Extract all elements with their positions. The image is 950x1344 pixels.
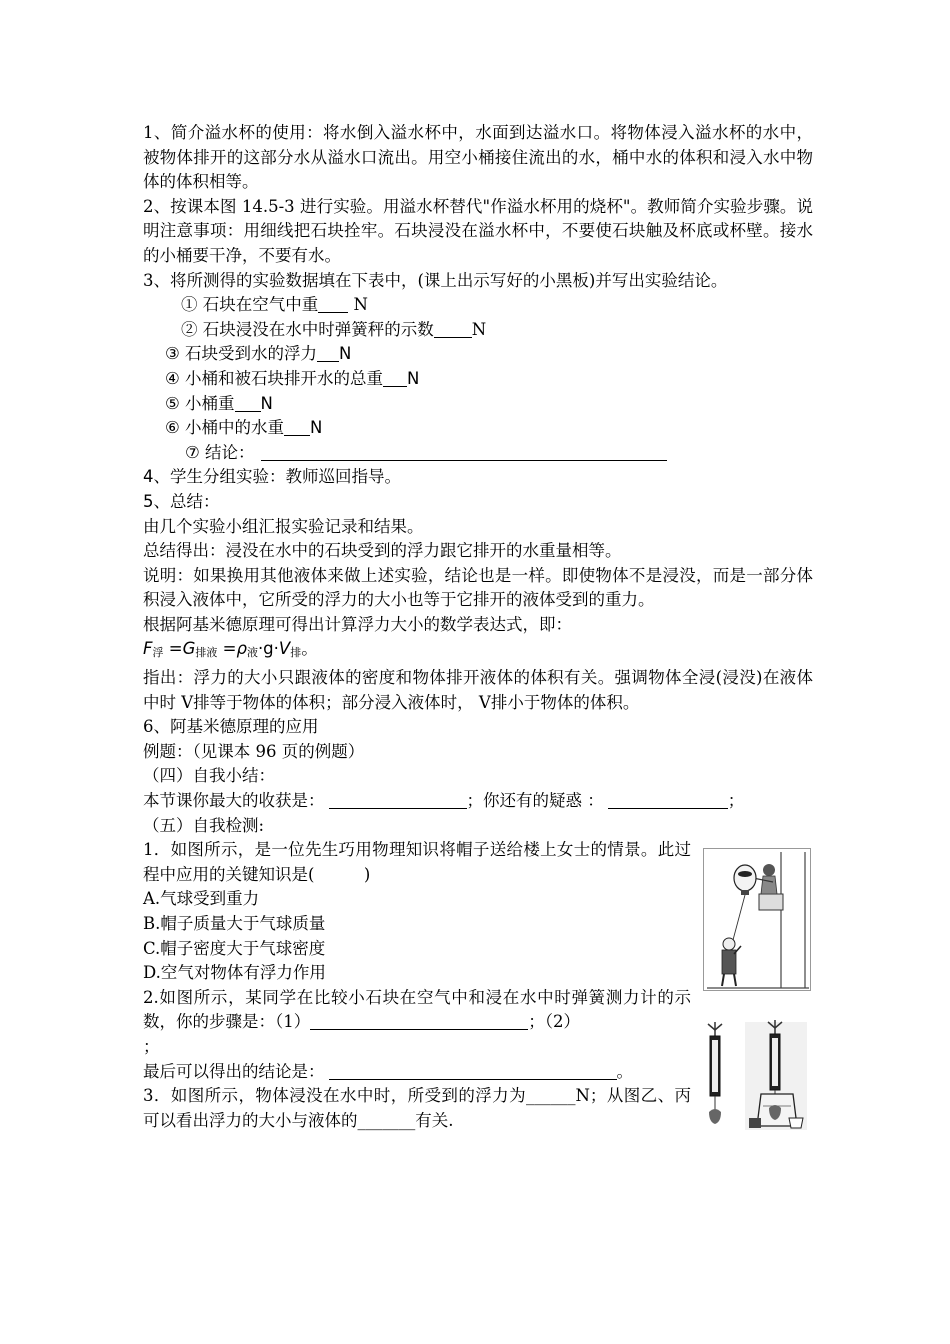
paragraph-2: 2、按课本图 14.5-3 进行实验。用溢水杯替代"作溢水杯用的烧杯"。教师简介实验步骤。说明注意事项：用细线把石块拴牢。石块浸没在溢水杯中，不要使石块触及杯底或杯壁。接水的小桶要干净，不要有水。 bbox=[143, 196, 813, 265]
item-6: ⑥ 小桶中的水重 N bbox=[165, 418, 323, 438]
question-1: 1．如图所示，是一位先生巧用物理知识将帽子送给楼上女士的情景。此过程中应用的关键知识是( ) bbox=[143, 840, 691, 884]
blank-5[interactable] bbox=[235, 394, 261, 412]
step1-blank[interactable] bbox=[310, 1012, 528, 1030]
paragraph-15: （五）自我检测: bbox=[143, 815, 265, 835]
item-2: ② 石块浸没在水中时弹簧秤的示数 N bbox=[181, 319, 487, 339]
spring-scale-figure bbox=[703, 1018, 811, 1130]
q1-option-b: B.帽子质量大于气球质量 bbox=[143, 914, 326, 933]
item-3: ③ 石块受到水的浮力 N bbox=[165, 344, 352, 364]
q1-option-a: A.气球受到重力 bbox=[143, 889, 260, 909]
paragraph-4: 4、学生分组实验：教师巡回指导。 bbox=[143, 467, 401, 487]
q1-option-d: D.空气对物体有浮力作用 bbox=[143, 963, 326, 983]
paragraph-11: 6、阿基米德原理的应用 bbox=[143, 717, 319, 737]
paragraph-10: 指出：浮力的大小只跟液体的密度和物体排开液体的体积有关。强调物体全浸(浸没)在液体中时 V排等于物体的体积；部分浸入液体时， V排小于物体的体积。 bbox=[143, 668, 813, 712]
blank-6[interactable] bbox=[284, 418, 310, 436]
item-5: ⑤ 小桶重 N bbox=[165, 393, 273, 413]
blank-1[interactable] bbox=[318, 295, 348, 313]
item-1: ① 石块在空气中重 N bbox=[181, 295, 368, 315]
blank-4[interactable] bbox=[383, 369, 407, 387]
paragraph-12: 例题：（见课本 96 页的例题） bbox=[143, 741, 365, 761]
paragraph-7: 总结得出：浸没在水中的石块受到的浮力跟它排开的水重量相等。 bbox=[143, 541, 622, 561]
paragraph-8: 说明：如果换用其他液体来做上述实验，结论也是一样。即使物体不是浸没，而是一部分体积浸入液体中，它所受的浮力的大小也等于它排开的液体受到的重力。 bbox=[143, 565, 813, 610]
question-2-cont: ； bbox=[143, 1036, 160, 1056]
gain-blank[interactable] bbox=[329, 791, 467, 809]
paragraph-9: 根据阿基米德原理可得出计算浮力大小的数学表达式，即： bbox=[143, 614, 572, 634]
spring-scale-illustration bbox=[703, 1018, 811, 1130]
question-2-conclusion: 最后可以得出的结论是： 。 bbox=[143, 1061, 633, 1081]
q1-option-c: C.帽子密度大于气球密度 bbox=[143, 938, 326, 958]
doubt-blank[interactable] bbox=[608, 791, 728, 809]
blank-3[interactable] bbox=[317, 344, 339, 362]
paragraph-1: 1、简介溢水杯的使用：将水倒入溢水杯中，水面到达溢水口。将物体浸入溢水杯的水中，被物体排开的这部分水从溢水口流出。用空小桶接住流出的水，桶中水的体积和浸入水中物体的体积相等。 bbox=[143, 123, 813, 192]
balloon-hat-illustration bbox=[703, 848, 811, 991]
question-2: 2.如图所示，某同学在比较小石块在空气中和浸在水中时弹簧测力计的示数，你的步骤是：（1） ；（2） bbox=[143, 987, 691, 1032]
item-4: ④ 小桶和被石块排开水的总重 N bbox=[165, 368, 420, 388]
paragraph-14: 本节课你最大的收获是： ；你还有的疑惑 ： ； bbox=[143, 791, 745, 811]
question-3: 3．如图所示，物体浸没在水中时，所受到的浮力为______N；从图乙、丙可以看出浮力的大小与液体的_______有关. bbox=[143, 1086, 691, 1130]
item-7: ⑦ 结论： bbox=[143, 441, 813, 466]
conclusion2-blank[interactable] bbox=[329, 1062, 617, 1080]
formula-line: $F_浮 =G_{排液} =\rho_液\cdot g\cdot V_排$。 bbox=[143, 639, 318, 660]
paragraph-5: 5、总结： bbox=[143, 491, 220, 511]
paragraph-13: （四）自我小结： bbox=[143, 766, 275, 786]
conclusion-blank[interactable] bbox=[261, 443, 667, 461]
blank-2[interactable] bbox=[434, 320, 472, 338]
paragraph-3: 3、将所测得的实验数据填在下表中，(课上出示写好的小黑板)并写出实验结论。 bbox=[143, 270, 728, 290]
paragraph-6: 由几个实验小组汇报实验记录和结果。 bbox=[143, 516, 424, 536]
balloon-hat-figure bbox=[703, 848, 811, 991]
